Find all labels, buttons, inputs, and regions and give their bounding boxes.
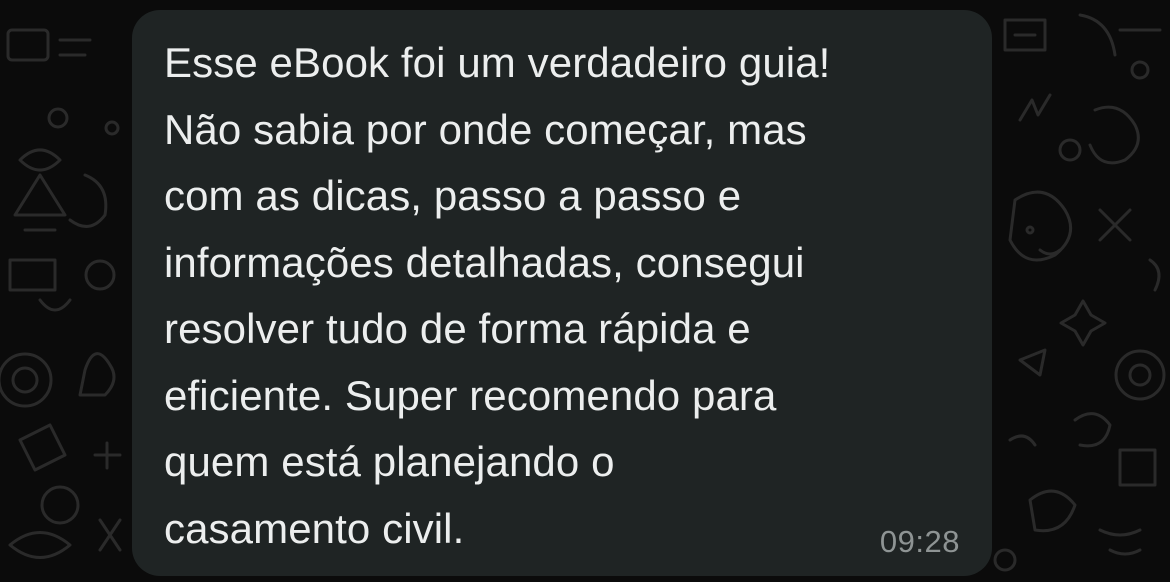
message-timestamp: 09:28 — [879, 524, 960, 559]
message-line: com as dicas, passo a passo e — [164, 172, 742, 219]
message-text — [164, 30, 984, 562]
message-line: quem está planejando o — [164, 438, 615, 485]
message-bubble[interactable] — [132, 10, 992, 576]
message-line: Esse eBook foi um verdadeiro guia! — [164, 39, 831, 86]
message-line: resolver tudo de forma rápida e — [164, 305, 751, 352]
message-line: eficiente. Super recomendo para — [164, 371, 777, 419]
message-line: casamento civil. — [164, 504, 465, 552]
message-line: informações detalhadas, consegui — [164, 238, 805, 286]
message-line: Não sabia por onde começar, mas — [164, 105, 807, 153]
